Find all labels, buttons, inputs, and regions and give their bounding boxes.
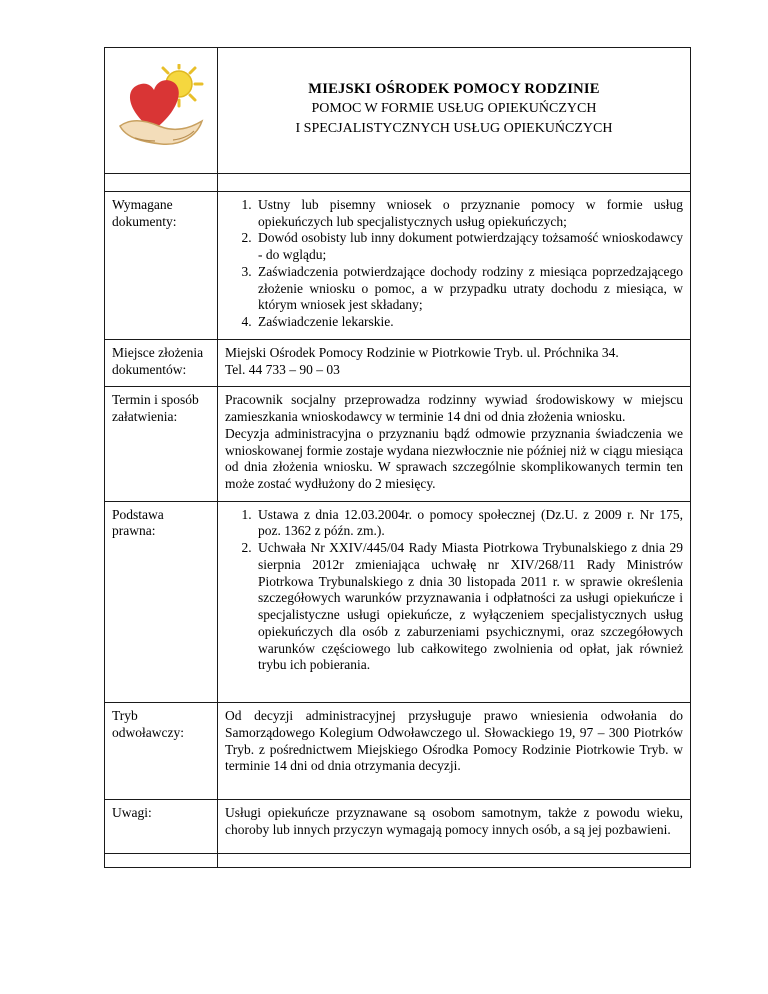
- row-content: [218, 800, 691, 853]
- list-item: 2. Uchwała Nr XXIV/445/04 Rady Miasta Piotrkowa Trybunalskiego z dnia 29 sierpnia 2012r zmieniająca uchwałę nr XIV/268/11 Rady Ministrów Piotrkowa Trybunalskiego z dnia 30 listopada 2011 r. w sprawie określenia szczegółowych warunków przyznawania i odpłatności za usługi opiekuńcze i specjalistyczne usługi opiekuńcze, z wyłączeniem specjalistycznych usług opiekuńczych dla osób z zaburzeniami psychicznymi, oraz szczegółowych warunków częściowego lub całkowitego zwolnienia od opłat, jak również trybu ich pobierania.: [255, 540, 683, 674]
- spacer-row: [105, 174, 691, 192]
- row-termin-i-sposob: [105, 387, 691, 501]
- spacer-cell: [218, 853, 691, 867]
- paragraph: Od decyzji administracyjnej przysługuje prawo wniesienia odwołania do Samorządowego Kolegium Odwoławczego ul. Słowackiego 19, 97 – 300 Piotrków Tryb. z pośrednictwem Miejskiego Ośrodka Pomocy Rodzinie Piotrkowie Tryb. w terminie 14 dni od dnia otrzymania decyzji.: [225, 708, 683, 774]
- spacer-cell: [218, 174, 691, 192]
- logo-cell: [105, 48, 218, 174]
- row-podstawa-prawna: [105, 501, 691, 702]
- document-subtitle-line-1: POMOC W FORMIE USŁUG OPIEKUŃCZYCH: [311, 101, 597, 117]
- header-row: [105, 48, 691, 174]
- phone-line: Tel. 44 733 – 90 – 03: [225, 361, 340, 377]
- row-wymagane-dokumenty: [105, 192, 691, 340]
- row-label: Miejsce złożenia dokumentów:: [105, 339, 218, 386]
- legal-basis-list: [225, 507, 683, 674]
- row-label: Uwagi:: [105, 800, 218, 853]
- paragraph: Decyzja administracyjna o przyznaniu bądź odmowie przyznania świadczenia we wnioskowanej formie zostaje wydana niezwłocznie nie później niż w ciągu miesiąca od dnia złożenia wniosku. W sprawach szczególnie skomplikowanych termin ten może zostać wydłużony do 2 miesięcy.: [225, 425, 683, 492]
- row-content: [218, 339, 691, 386]
- list-item: 3. Zaświadczenia potwierdzające dochody rodziny z miesiąca poprzedzającego złożenie wniosku o pomoc, a w przypadku utraty dochodu z miesiąca, w którym wniosek jest składany;: [255, 264, 683, 314]
- paragraph: Pracownik socjalny przeprowadza rodzinny wywiad środowiskowy w miejscu zamieszkania wnioskodawcy w terminie 14 dni od dnia złożenia wniosku.: [225, 392, 683, 425]
- address-line: Miejski Ośrodek Pomocy Rodzinie w Piotrkowie Tryb. ul. Próchnika 34.: [225, 344, 619, 360]
- row-miejsce-zlozenia: [105, 339, 691, 386]
- row-content: [218, 192, 691, 340]
- document-table: [104, 47, 691, 868]
- row-content: [218, 501, 691, 702]
- required-documents-list: [225, 197, 683, 331]
- bottom-spacer-row: [105, 853, 691, 867]
- row-label: Termin i sposób załatwienia:: [105, 387, 218, 501]
- list-item: 2. Dowód osobisty lub inny dokument potwierdzający tożsamość wnioskodawcy - do wglądu;: [255, 230, 683, 263]
- list-item: 4. Zaświadczenie lekarskie.: [255, 314, 683, 331]
- hands-holding-heart-sun-logo-icon: [115, 64, 207, 152]
- paragraph: Usługi opiekuńcze przyznawane są osobom samotnym, także z powodu wieku, choroby lub innych przyczyn wymagają pomocy innych osób, a są jej pozbawieni.: [225, 805, 683, 837]
- spacer-cell: [105, 853, 218, 867]
- row-label: Podstawa prawna:: [105, 501, 218, 702]
- row-label: Wymagane dokumenty:: [105, 192, 218, 340]
- spacer-cell: [105, 174, 218, 192]
- list-item: 1. Ustny lub pisemny wniosek o przyznanie pomocy w formie usług opiekuńczych lub specjalistycznych usług opiekuńczych;: [255, 197, 683, 230]
- row-label: Tryb odwoławczy:: [105, 703, 218, 800]
- row-content: [218, 703, 691, 800]
- row-uwagi: [105, 800, 691, 853]
- header-cell: [218, 48, 691, 174]
- list-item: 1. Ustawa z dnia 12.03.2004r. o pomocy społecznej (Dz.U. z 2009 r. Nr 175, poz. 1362 z późn. zm.).: [255, 507, 683, 540]
- document-title: MIEJSKI OŚRODEK POMOCY RODZINIE: [308, 80, 600, 97]
- row-content: [218, 387, 691, 501]
- row-tryb-odwolawczy: [105, 703, 691, 800]
- document-subtitle-line-2: I SPECJALISTYCZNYCH USŁUG OPIEKUŃCZYCH: [295, 121, 613, 137]
